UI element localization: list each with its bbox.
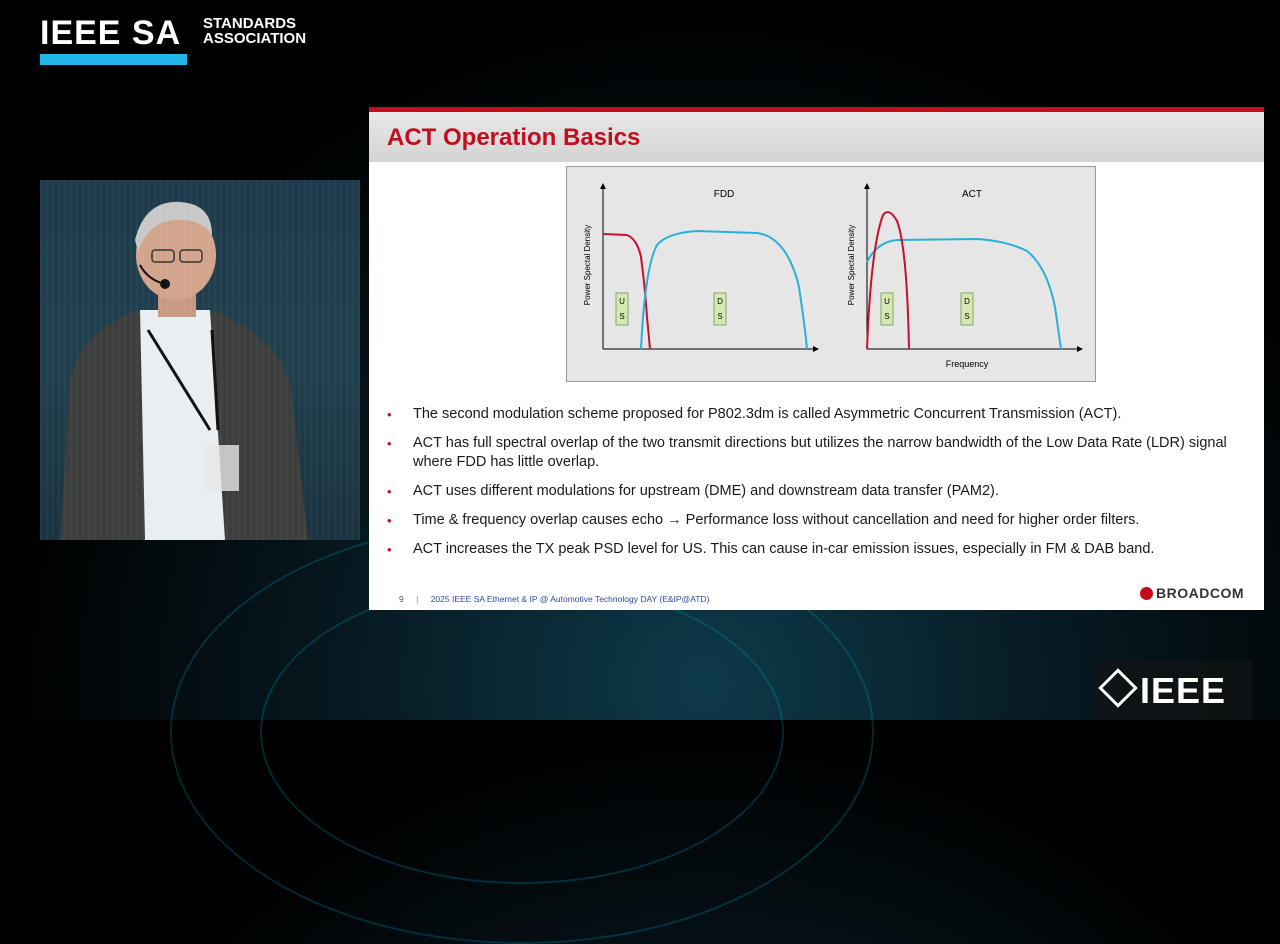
logo-brand: IEEE SA [40, 14, 182, 52]
fdd-ds-box-letter-s: S [717, 312, 723, 321]
broadcom-wordmark: BROADCOM [1156, 585, 1244, 601]
act-y-arrow [864, 183, 870, 189]
broadcom-logo [1140, 585, 1244, 601]
fdd-us-box-letter-u: U [619, 297, 625, 306]
bullet-list [387, 405, 1247, 569]
spectrum-diagram [567, 167, 1095, 381]
event-name: 2025 IEEE SA Ethernet & IP @ Automotive Technology DAY (E&IP@ATD) [430, 594, 710, 604]
bullet-item [387, 405, 1247, 424]
act-us-box-letter-u: U [884, 297, 890, 306]
fdd-panel-title: FDD [713, 189, 735, 200]
ieee-diamond-icon [1098, 668, 1138, 708]
bullet-text: ACT has full spectral overlap of the two transmit directions but utilizes the narrow bandwidth of the Low Data Rate (LDR) signal where FDD has little overlap. [413, 435, 1227, 470]
fdd-x-arrow [813, 346, 819, 352]
slide-footer [399, 594, 709, 604]
bullet-marker: • [387, 513, 392, 528]
bullet-text: The second modulation scheme proposed for P802.3dm is called Asymmetric Concurrent Transmission (ACT). [413, 406, 1122, 422]
bullet-text: ACT uses different modulations for upstream (DME) and downstream data transfer (PAM2). [413, 483, 999, 499]
footer-separator: | [416, 594, 419, 604]
speaker-video [40, 180, 360, 540]
page-number: 9 [399, 594, 404, 604]
act-x-label: Frequency [945, 359, 989, 369]
bullet-text: ACT increases the TX peak PSD level for US. This can cause in-car emission issues, especially in FM & DAB band. [413, 541, 1155, 557]
act-ds-box-letter-s: S [964, 312, 970, 321]
act-x-arrow [1077, 346, 1083, 352]
act-upstream-curve [867, 212, 909, 349]
bullet-marker: • [387, 407, 392, 422]
logo-underline [40, 54, 187, 65]
logo-subtitle [203, 16, 306, 46]
act-ds-box-letter-d: D [964, 297, 970, 306]
slide-title: ACT Operation Basics [387, 124, 641, 151]
broadcom-mark-icon [1140, 587, 1153, 600]
act-y-label: Power Spectal Density [847, 224, 856, 306]
bullet-item [387, 540, 1247, 559]
bullet-marker: • [387, 542, 392, 557]
background-arc [260, 580, 784, 884]
bullet-text: Time & frequency overlap causes echo → Performance loss without cancellation and need for higher order filters. [413, 512, 1140, 528]
fdd-ds-box-letter-d: D [717, 297, 723, 306]
ieee-wordmark: IEEE [1140, 670, 1227, 711]
bullet-marker: • [387, 436, 392, 451]
bullet-item [387, 434, 1247, 472]
fdd-y-label: Power Spectal Density [583, 224, 592, 306]
bullet-item [387, 511, 1247, 530]
ieee-corner-logo [1096, 660, 1252, 720]
fdd-y-arrow [600, 183, 606, 189]
fdd-us-box-letter-s: S [619, 312, 625, 321]
bullet-marker: • [387, 484, 392, 499]
video-background [40, 180, 360, 540]
bullet-item [387, 482, 1247, 501]
act-panel-title: ACT [962, 189, 982, 200]
logo-line-1: STANDARDS [203, 15, 297, 32]
fdd-downstream-curve [641, 231, 807, 349]
spectrum-figure [566, 166, 1096, 382]
presentation-slide [369, 107, 1264, 610]
logo-line-2: ASSOCIATION [203, 30, 307, 47]
act-us-box-letter-s: S [884, 312, 890, 321]
